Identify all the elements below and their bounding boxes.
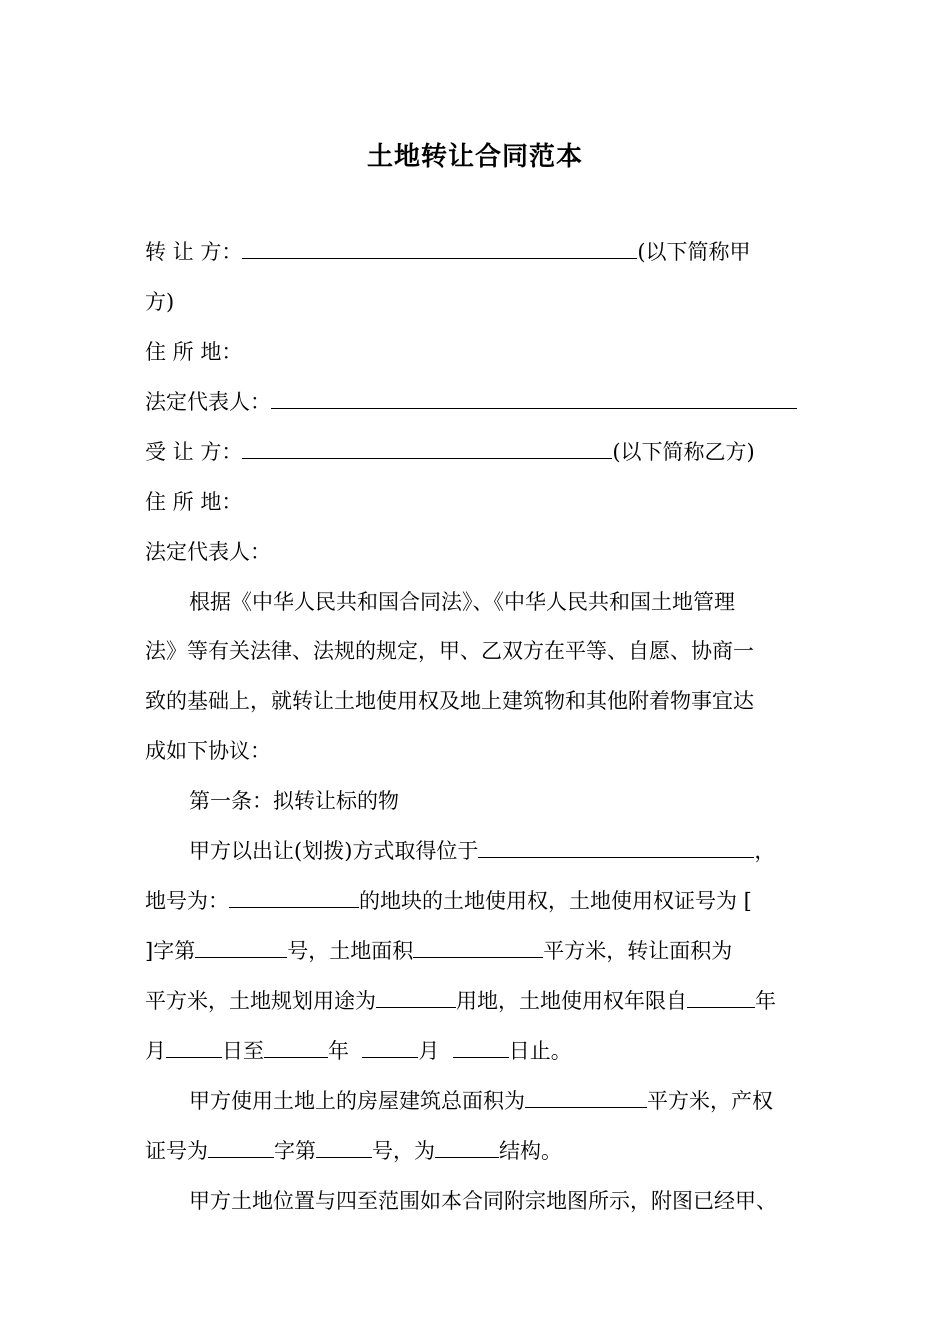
article-1-line-4 — [145, 987, 776, 1015]
text-segment: 年 — [755, 989, 776, 1013]
text-segment: 平方米，产权 — [647, 1089, 773, 1113]
text-segment: 地号为： — [145, 889, 229, 913]
text-segment: 平方米，转让面积为 — [543, 939, 733, 963]
transferee-line — [145, 438, 755, 466]
article-1-line-5 — [145, 1037, 572, 1065]
structure-blank[interactable] — [435, 1139, 499, 1158]
text-segment: 日止。 — [508, 1039, 572, 1063]
preamble-line-3: 致的基础上，就转让土地使用权及地上建筑物和其他附着物事宜达 — [145, 689, 754, 713]
start-year-blank[interactable] — [687, 989, 755, 1008]
article-1-line-3 — [145, 937, 732, 965]
start-day-blank[interactable] — [166, 1039, 222, 1058]
end-month-blank[interactable] — [362, 1039, 418, 1058]
article-1-line-7 — [145, 1137, 562, 1165]
document-title: 土地转让合同范本 — [366, 142, 583, 172]
text-segment: 字第 — [274, 1139, 316, 1163]
location-blank[interactable] — [478, 839, 754, 858]
building-area-blank[interactable] — [525, 1089, 647, 1108]
text-segment: ， — [754, 839, 776, 863]
transferor-line — [145, 238, 751, 266]
article-1-heading: 第一条：拟转让标的物 — [189, 789, 399, 813]
address-label-2: 住 所 地： — [145, 490, 243, 514]
address-label-1: 住 所 地： — [145, 340, 243, 364]
text-segment: 月 — [418, 1039, 440, 1063]
article-1-line-8: 甲方土地位置与四至范围如本合同附宗地图所示，附图已经甲、 — [189, 1189, 777, 1213]
text-segment: 甲方使用土地上的房屋建筑总面积为 — [189, 1089, 525, 1113]
legal-rep-label-1: 法定代表人： — [145, 390, 271, 414]
text-segment: 号，土地面积 — [287, 939, 414, 963]
text-segment: 的地块的土地使用权，土地使用权证号为 [ — [359, 889, 752, 913]
text-segment: 平方米，土地规划用途为 — [145, 989, 376, 1013]
property-number-blank[interactable] — [316, 1139, 372, 1158]
preamble-line-1: 根据《中华人民共和国合同法》、《中华人民共和国土地管理 — [189, 590, 735, 614]
end-year-blank[interactable] — [264, 1039, 328, 1058]
transferor-label: 转 让 方： — [145, 240, 243, 264]
text-segment: ]字第 — [145, 939, 196, 963]
transferee-note: (以下简称乙方) — [612, 440, 755, 464]
preamble-line-4: 成如下协议： — [145, 739, 271, 763]
text-segment: 证号为 — [145, 1139, 208, 1163]
transferor-note-cont: 方) — [145, 290, 175, 314]
end-day-blank[interactable] — [453, 1039, 509, 1058]
article-1-line-2 — [145, 887, 752, 915]
land-use-blank[interactable] — [376, 989, 456, 1008]
transferee-label: 受 让 方： — [145, 440, 243, 464]
text-segment: 结构。 — [499, 1139, 562, 1163]
article-1-line-6 — [189, 1087, 773, 1115]
transferor-note: (以下简称甲 — [637, 240, 751, 264]
property-cert-blank[interactable] — [208, 1139, 274, 1158]
legal-rep-blank-1[interactable] — [271, 390, 797, 409]
cert-number-blank[interactable] — [195, 939, 287, 958]
legal-rep-line-1 — [145, 388, 797, 416]
text-segment: 月 — [145, 1039, 166, 1063]
preamble-line-2: 法》等有关法律、法规的规定，甲、乙双方在平等、自愿、协商一 — [145, 639, 754, 663]
land-area-blank[interactable] — [413, 939, 543, 958]
text-segment: 号，为 — [372, 1139, 435, 1163]
transferor-blank[interactable] — [242, 240, 637, 259]
text-segment: 用地，土地使用权年限自 — [456, 989, 687, 1013]
transferee-blank[interactable] — [242, 440, 612, 459]
text-segment: 年 — [328, 1039, 349, 1063]
text-segment: 日至 — [222, 1039, 264, 1063]
lot-number-blank[interactable] — [229, 889, 359, 908]
text-segment: 甲方以出让(划拨)方式取得位于 — [189, 839, 479, 863]
legal-rep-label-2: 法定代表人： — [145, 540, 271, 564]
article-1-line-1 — [189, 837, 775, 865]
